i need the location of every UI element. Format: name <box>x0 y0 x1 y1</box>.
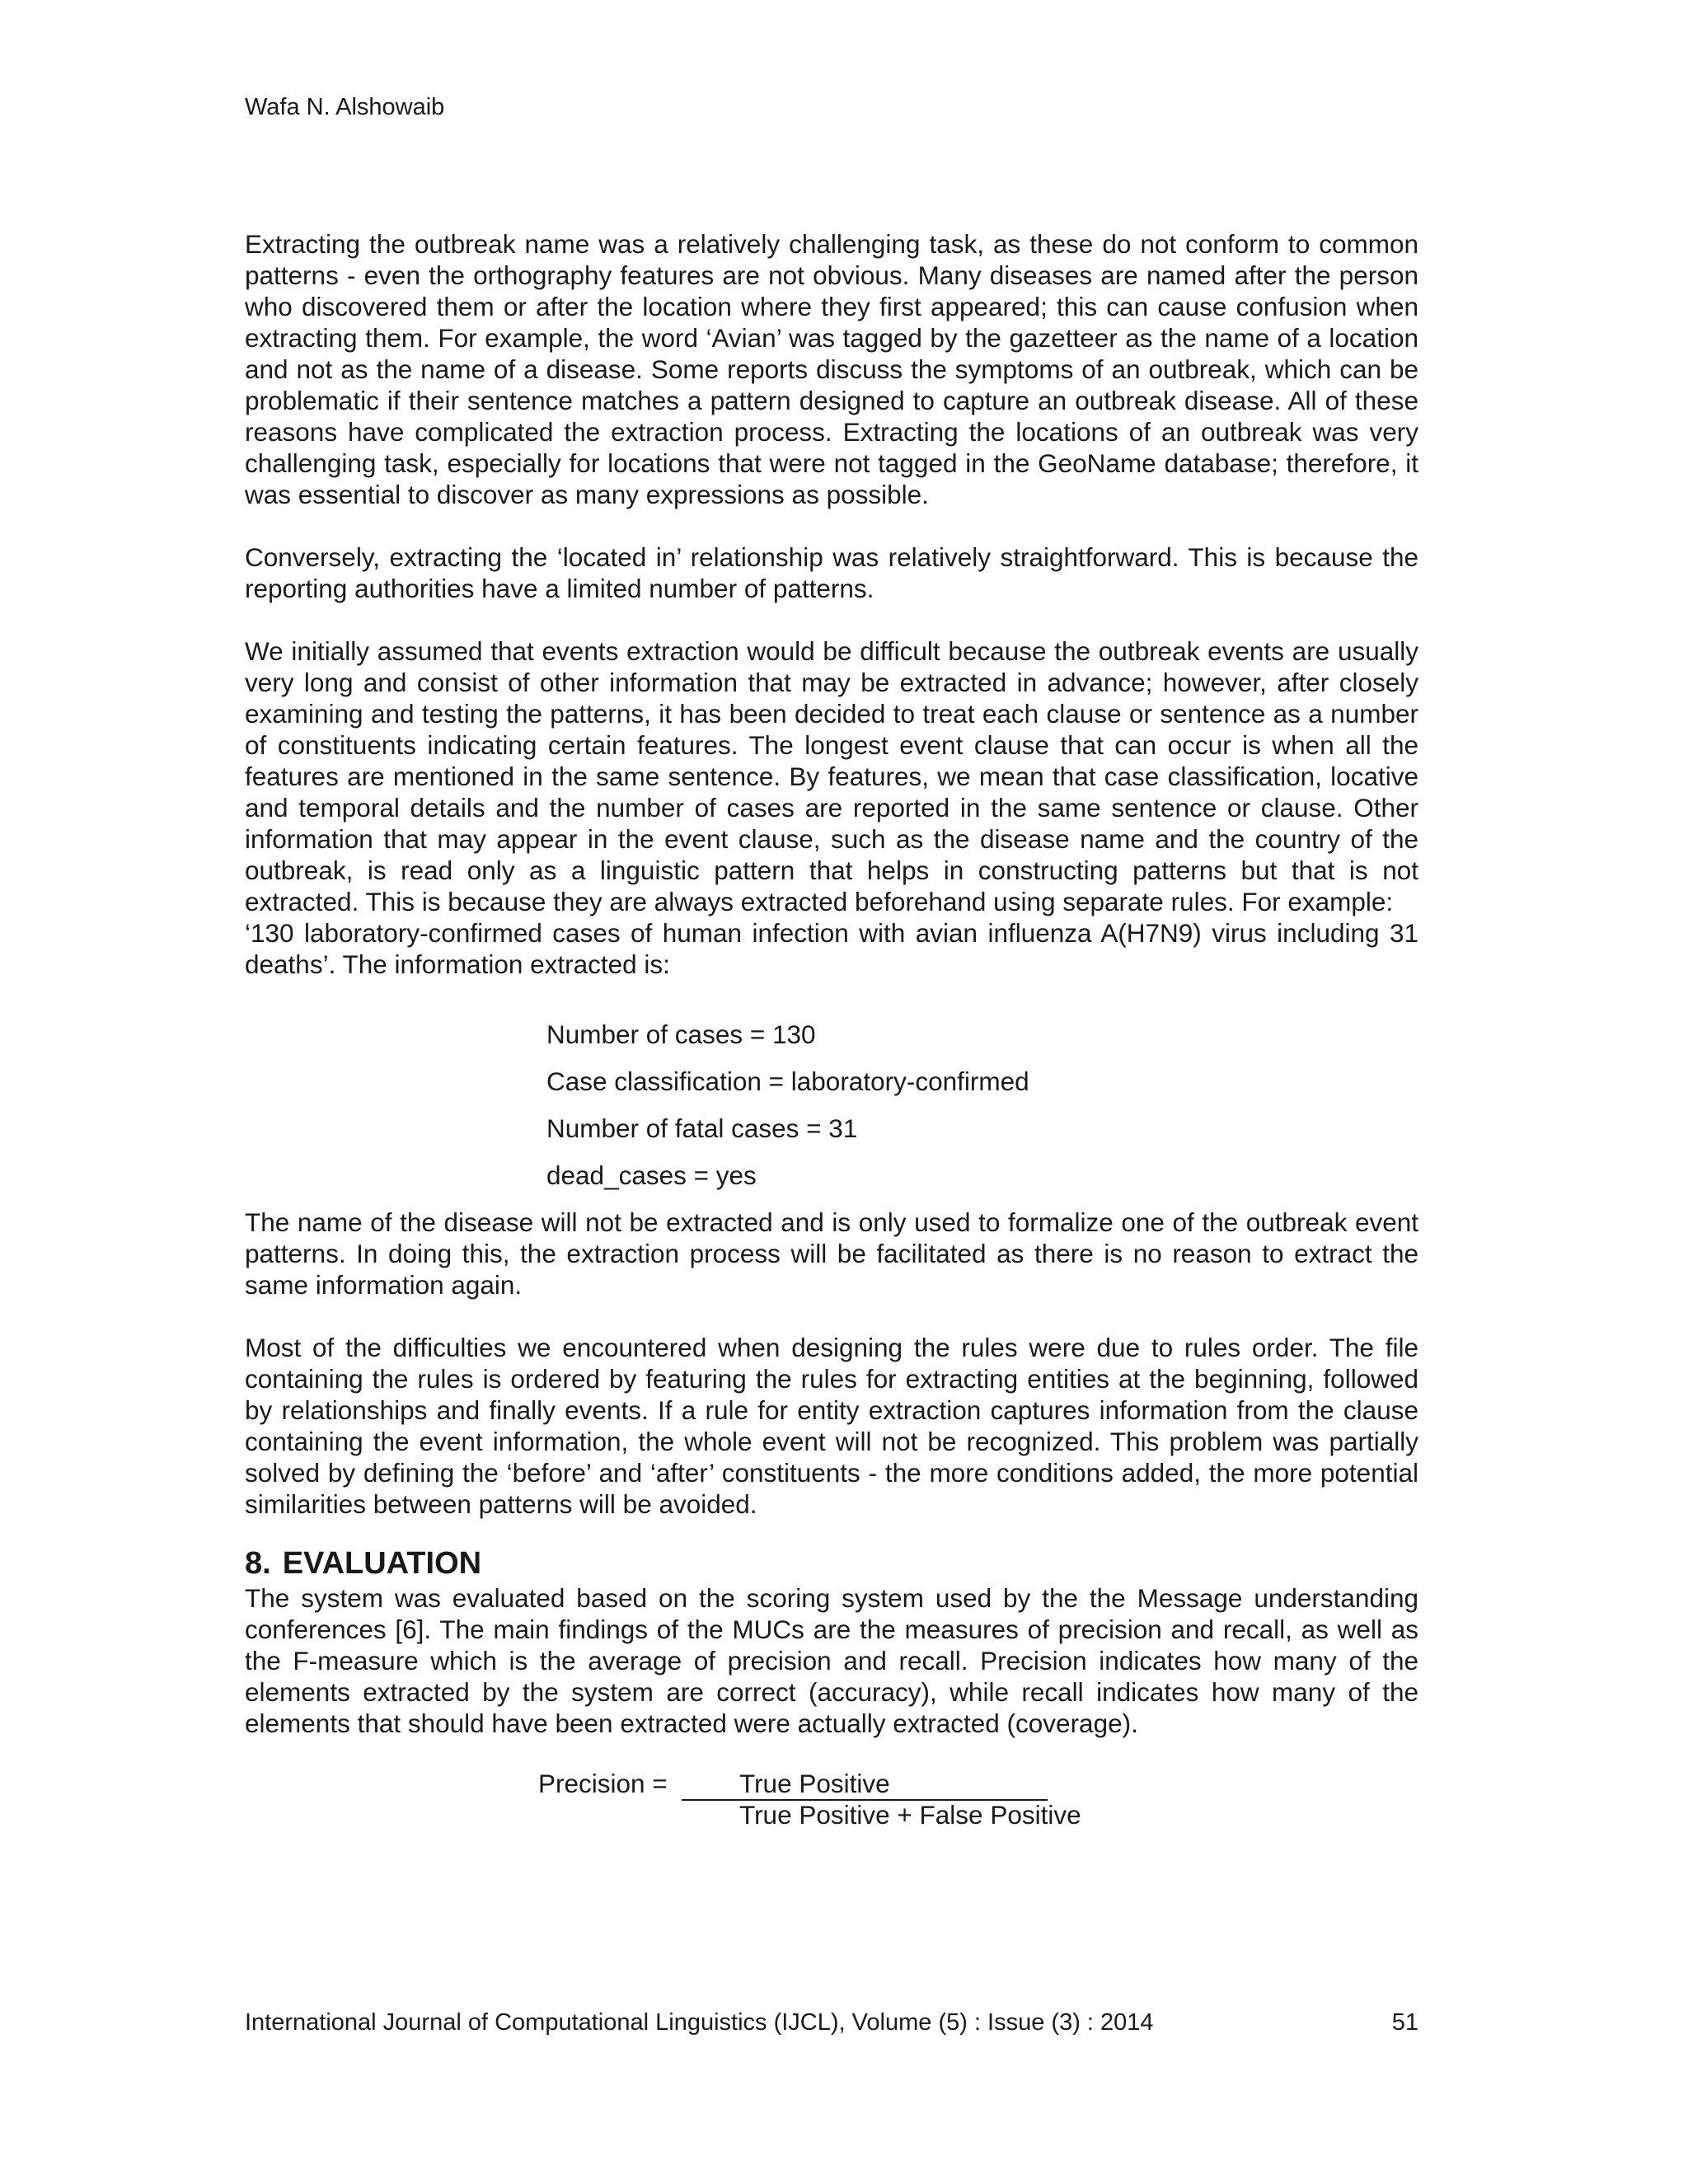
extracted-info-item: Case classification = laboratory-confirmed <box>546 1066 1029 1096</box>
formula-numerator <box>682 1768 1048 1801</box>
extracted-info-list <box>546 1019 1418 1207</box>
section-heading <box>245 1544 1418 1582</box>
page-number: 51 <box>1391 2009 1418 2036</box>
running-head-author: Wafa N. Alshowaib <box>245 94 445 120</box>
paragraph-gap <box>245 510 1418 541</box>
extracted-info-item: Number of cases = 130 <box>546 1019 816 1049</box>
formula-lhs: Precision = <box>538 1769 668 1798</box>
formula-denominator: True Positive + False Positive <box>739 1800 1081 1830</box>
paragraph-events-extraction: We initially assumed that events extraction would be difficult because the outbreak events are usually very long and consist of other information that may be extracted in advance; however, after closely examining and testing the patterns, it has been decided to treat each clause or sentence as a number of constituents indicating certain features. The longest event clause that can occur is when all the features are mentioned in the same sentence. By features, we mean that case classification, locative and temporal details and the number of cases are reported in the same sentence or clause. Other information that may appear in the event clause, such as the disease name and the country of the outbreak, is read only as a linguistic pattern that helps in constructing patterns but that is not extracted. This is because they are always extracted beforehand using separate rules. For example: <box>245 636 1418 916</box>
section-title: EVALUATION <box>282 1546 482 1581</box>
extracted-info-item: Number of fatal cases = 31 <box>546 1113 858 1143</box>
footer-journal: International Journal of Computational Linguistics (IJCL), Volume (5) : Issue (3) : 2014 <box>245 2009 1154 2036</box>
paragraph-rules-order: Most of the difficulties we encountered when designing the rules were due to rules order. The file containing the rules is ordered by featuring the rules for extracting entities at the beginning, followed by relationships and finally events. If a rule for entity extraction captures information from the clause containing the event information, the whole event will not be recognized. This problem was partially solved by defining the ‘before’ and ‘after’ constituents - the more conditions added, the more potential similarities between patterns will be avoided. <box>245 1333 1418 1519</box>
paragraph-located-in: Conversely, extracting the ‘located in’ relationship was relatively straightforward. This is because the reporting authorities have a limited number of patterns. <box>245 542 1418 603</box>
extracted-info-item: dead_cases = yes <box>546 1160 757 1190</box>
body-text <box>245 228 1418 1834</box>
paragraph-disease-name: The name of the disease will not be extracted and is only used to formalize one of the outbreak event patterns. In doing this, the extraction process will be facilitated as there is no reason to extract the same information again. <box>245 1207 1418 1300</box>
paragraph-gap <box>245 1301 1418 1332</box>
paragraph-outbreak-name: Extracting the outbreak name was a relatively challenging task, as these do not conform to common patterns - even the orthography features are not obvious. Many diseases are named after the person who discovered them or after the location where they first appeared; this can cause confusion when extracting them. For example, the word ‘Avian’ was tagged by the gazetteer as the name of a location and not as the name of a disease. Some reports discuss the symptoms of an outbreak, which can be problematic if their sentence matches a pattern designed to capture an outbreak disease. All of these reasons have complicated the extraction process. Extracting the locations of an outbreak was very challenging task, especially for locations that were not tagged in the GeoName database; therefore, it was essential to discover as many expressions as possible. <box>245 229 1418 509</box>
paragraph-evaluation: The system was evaluated based on the scoring system used by the the Message understanding conferences [6]. The main findings of the MUCs are the measures of precision and recall, as well as the F-measure which is the average of precision and recall. Precision indicates how many of the elements extracted by the system are correct (accuracy), while recall indicates how many of the elements that should have been extracted were actually extracted (coverage). <box>245 1583 1418 1738</box>
paragraph-example-quote: ‘130 laboratory-confirmed cases of human infection with avian influenza A(H7N9) virus including 31 deaths’. The information extracted is: <box>245 918 1418 979</box>
paragraph-gap <box>245 604 1418 635</box>
section-number: 8. <box>245 1546 271 1581</box>
formula-numerator-text: True Positive <box>739 1769 890 1798</box>
precision-formula <box>245 1768 1418 1834</box>
